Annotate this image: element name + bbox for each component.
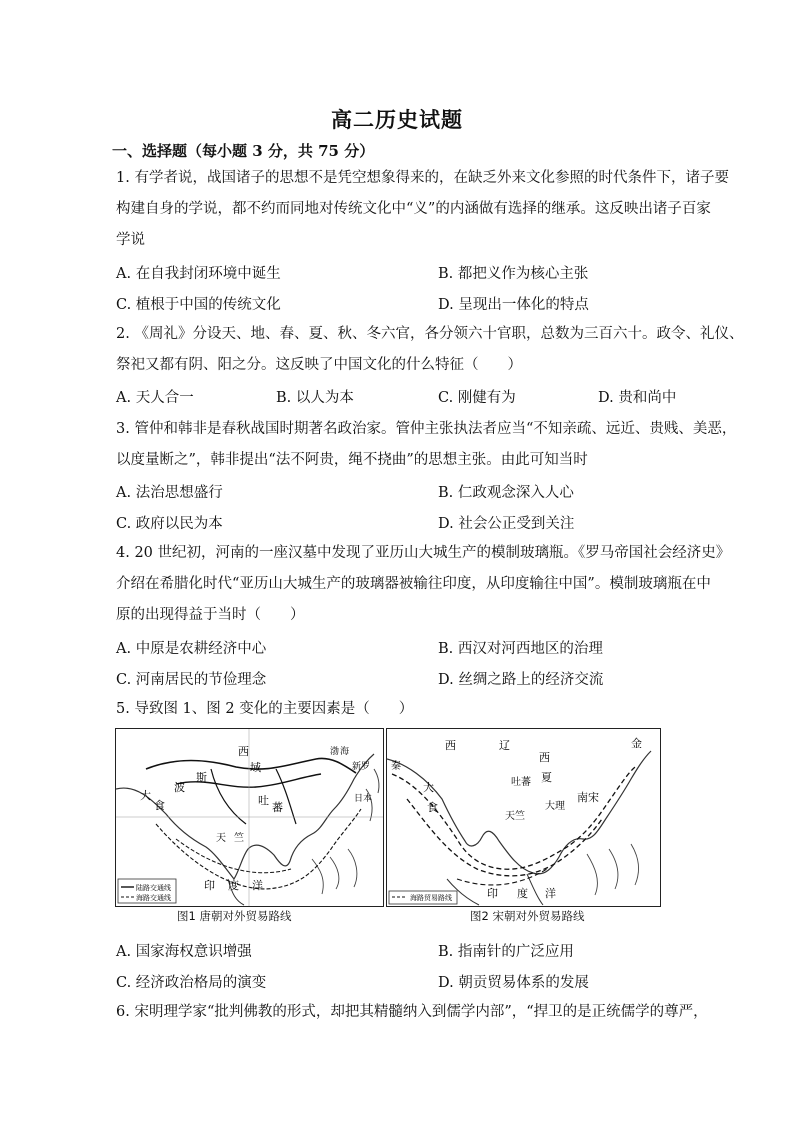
map-label: 印 [487,887,498,900]
option-c[interactable]: C. 植根于中国的传统文化 [116,297,281,313]
map-label: 夏 [541,771,552,784]
page-title: 高二历史试题 [331,107,463,132]
option-d[interactable]: D. 丝绸之路上的经济交流 [438,672,604,688]
map-label: 大 [423,781,434,794]
map-label: 新罗 [352,762,371,772]
question-4-line-3: 原的出现得益于当时（ ） [116,607,305,623]
sea-route [176,839,291,873]
question-3-line-2: 以度量断之”，韩非提出“法不阿贵，绳不挠曲”的思想主张。由此可知当时 [116,452,588,468]
option-c[interactable]: C. 河南居民的节俭理念 [116,672,267,688]
map-label: 度 [228,879,239,892]
question-1-line-1: 1. 有学者说，战国诸子的思想不是凭空想象得来的，在缺乏外来文化参照的时代条件下，诸子要 [116,170,729,186]
map-label: 秦 [391,761,401,772]
map-2-caption: 图2 宋朝对外贸易路线 [470,909,585,923]
india-coast [527,874,543,905]
song-map-graphic [387,729,660,906]
option-c[interactable]: C. 政府以民为本 [116,516,223,532]
coastline [116,754,374,879]
option-d[interactable]: D. 社会公正受到关注 [438,516,575,532]
map-label: 洋 [545,887,556,900]
map-label: 食 [427,801,438,814]
option-b[interactable]: B. 仁政观念深入人心 [438,485,574,501]
map-label: 度 [517,887,528,900]
section-heading: 一、选择题（每小题 3 分，共 75 分） [112,142,375,160]
map-1-caption: 图1 唐朝对外贸易路线 [177,909,292,923]
legend-label: 海路交通线 [136,894,171,902]
option-a[interactable]: A. 法治思想盛行 [116,485,223,501]
question-2-line-1: 2. 《周礼》分设天、地、春、夏、秋、冬六官，各分领六十官职，总数为三百六十。政令、礼仪、 [116,326,744,342]
southeast-asia-coast [587,844,638,895]
option-d[interactable]: D. 贵和尚中 [598,390,677,406]
map-label: 天竺 [505,811,525,822]
question-3-line-1: 3. 管仲和韩非是春秋战国时期著名政治家。管仲主张执法者应当“不知亲疏、远近、贵贱、美恶， [116,421,737,437]
legend-label: 海路贸易路线 [410,894,452,902]
land-route [211,769,296,824]
option-c[interactable]: C. 经济政治格局的演变 [116,975,267,991]
map-label: 吐蕃 [511,777,531,788]
tang-trade-map [115,728,384,907]
map-label: 西 [539,751,550,764]
question-1-line-3: 学说 [116,232,145,248]
map-label: 辽 [499,739,510,752]
sea-route [156,809,361,889]
map-label: 吐 [258,794,269,807]
option-c[interactable]: C. 刚健有为 [438,390,516,406]
sea-route [457,869,547,885]
song-trade-map [386,728,661,907]
map-label: 大 [140,789,151,802]
map-label: 蕃 [272,801,283,814]
option-a[interactable]: A. 国家海权意识增强 [116,944,252,960]
map-label: 渤 [330,747,340,757]
map-label: 斯 [196,771,207,784]
map-label: 竺 [234,833,244,844]
question-2-line-2: 祭祀又都有阴、阳之分。这反映了中国文化的什么特征（ ） [116,357,522,373]
map-label: 南宋 [577,791,599,804]
legend-label: 陆路交通线 [136,884,171,892]
map-label: 海 [340,747,350,757]
map-label: 洋 [252,879,263,892]
option-a[interactable]: A. 在自我封闭环境中诞生 [116,266,281,282]
map-label: 金 [631,737,642,750]
southeast-asia-coast [312,849,357,894]
map-label: 西 [238,745,249,758]
question-5-line-1: 5. 导致图 1、图 2 变化的主要因素是（ ） [116,701,414,717]
map-label: 日本 [354,794,373,804]
question-4-line-1: 4. 20 世纪初，河南的一座汉墓中发现了亚历山大城生产的模制玻璃瓶。《罗马帝国社会经济史》 [116,545,731,561]
option-b[interactable]: B. 都把义作为核心主张 [438,266,589,282]
option-a[interactable]: A. 中原是农耕经济中心 [116,641,267,657]
tang-map-graphic [116,729,383,906]
question-1-line-2: 构建自身的学说，都不约而同地对传统文化中“义”的内涵做有选择的继承。这反映出诸子百家 [116,201,711,217]
option-b[interactable]: B. 西汉对河西地区的治理 [438,641,603,657]
option-d[interactable]: D. 呈现出一体化的特点 [438,297,589,313]
map-label: 西 [445,739,456,752]
map-label: 大理 [545,801,565,812]
map-label: 波 [174,781,185,794]
option-a[interactable]: A. 天人合一 [116,390,194,406]
question-4-line-2: 介绍在希腊化时代“亚历山大城生产的玻璃器被输往印度，从印度输往中国”。模制玻璃瓶在中 [116,576,711,592]
option-b[interactable]: B. 以人为本 [276,390,354,406]
map-label: 域 [250,761,261,774]
question-6-line-1: 6. 宋明理学家“批判佛教的形式，却把其精髓纳入到儒学内部”，“捍卫的是正统儒学的尊严， [116,1004,708,1020]
option-b[interactable]: B. 指南针的广泛应用 [438,944,574,960]
option-d[interactable]: D. 朝贡贸易体系的发展 [438,975,589,991]
map-label: 天 [216,833,226,844]
map-label: 印 [204,879,215,892]
map-label: 食 [154,799,165,812]
